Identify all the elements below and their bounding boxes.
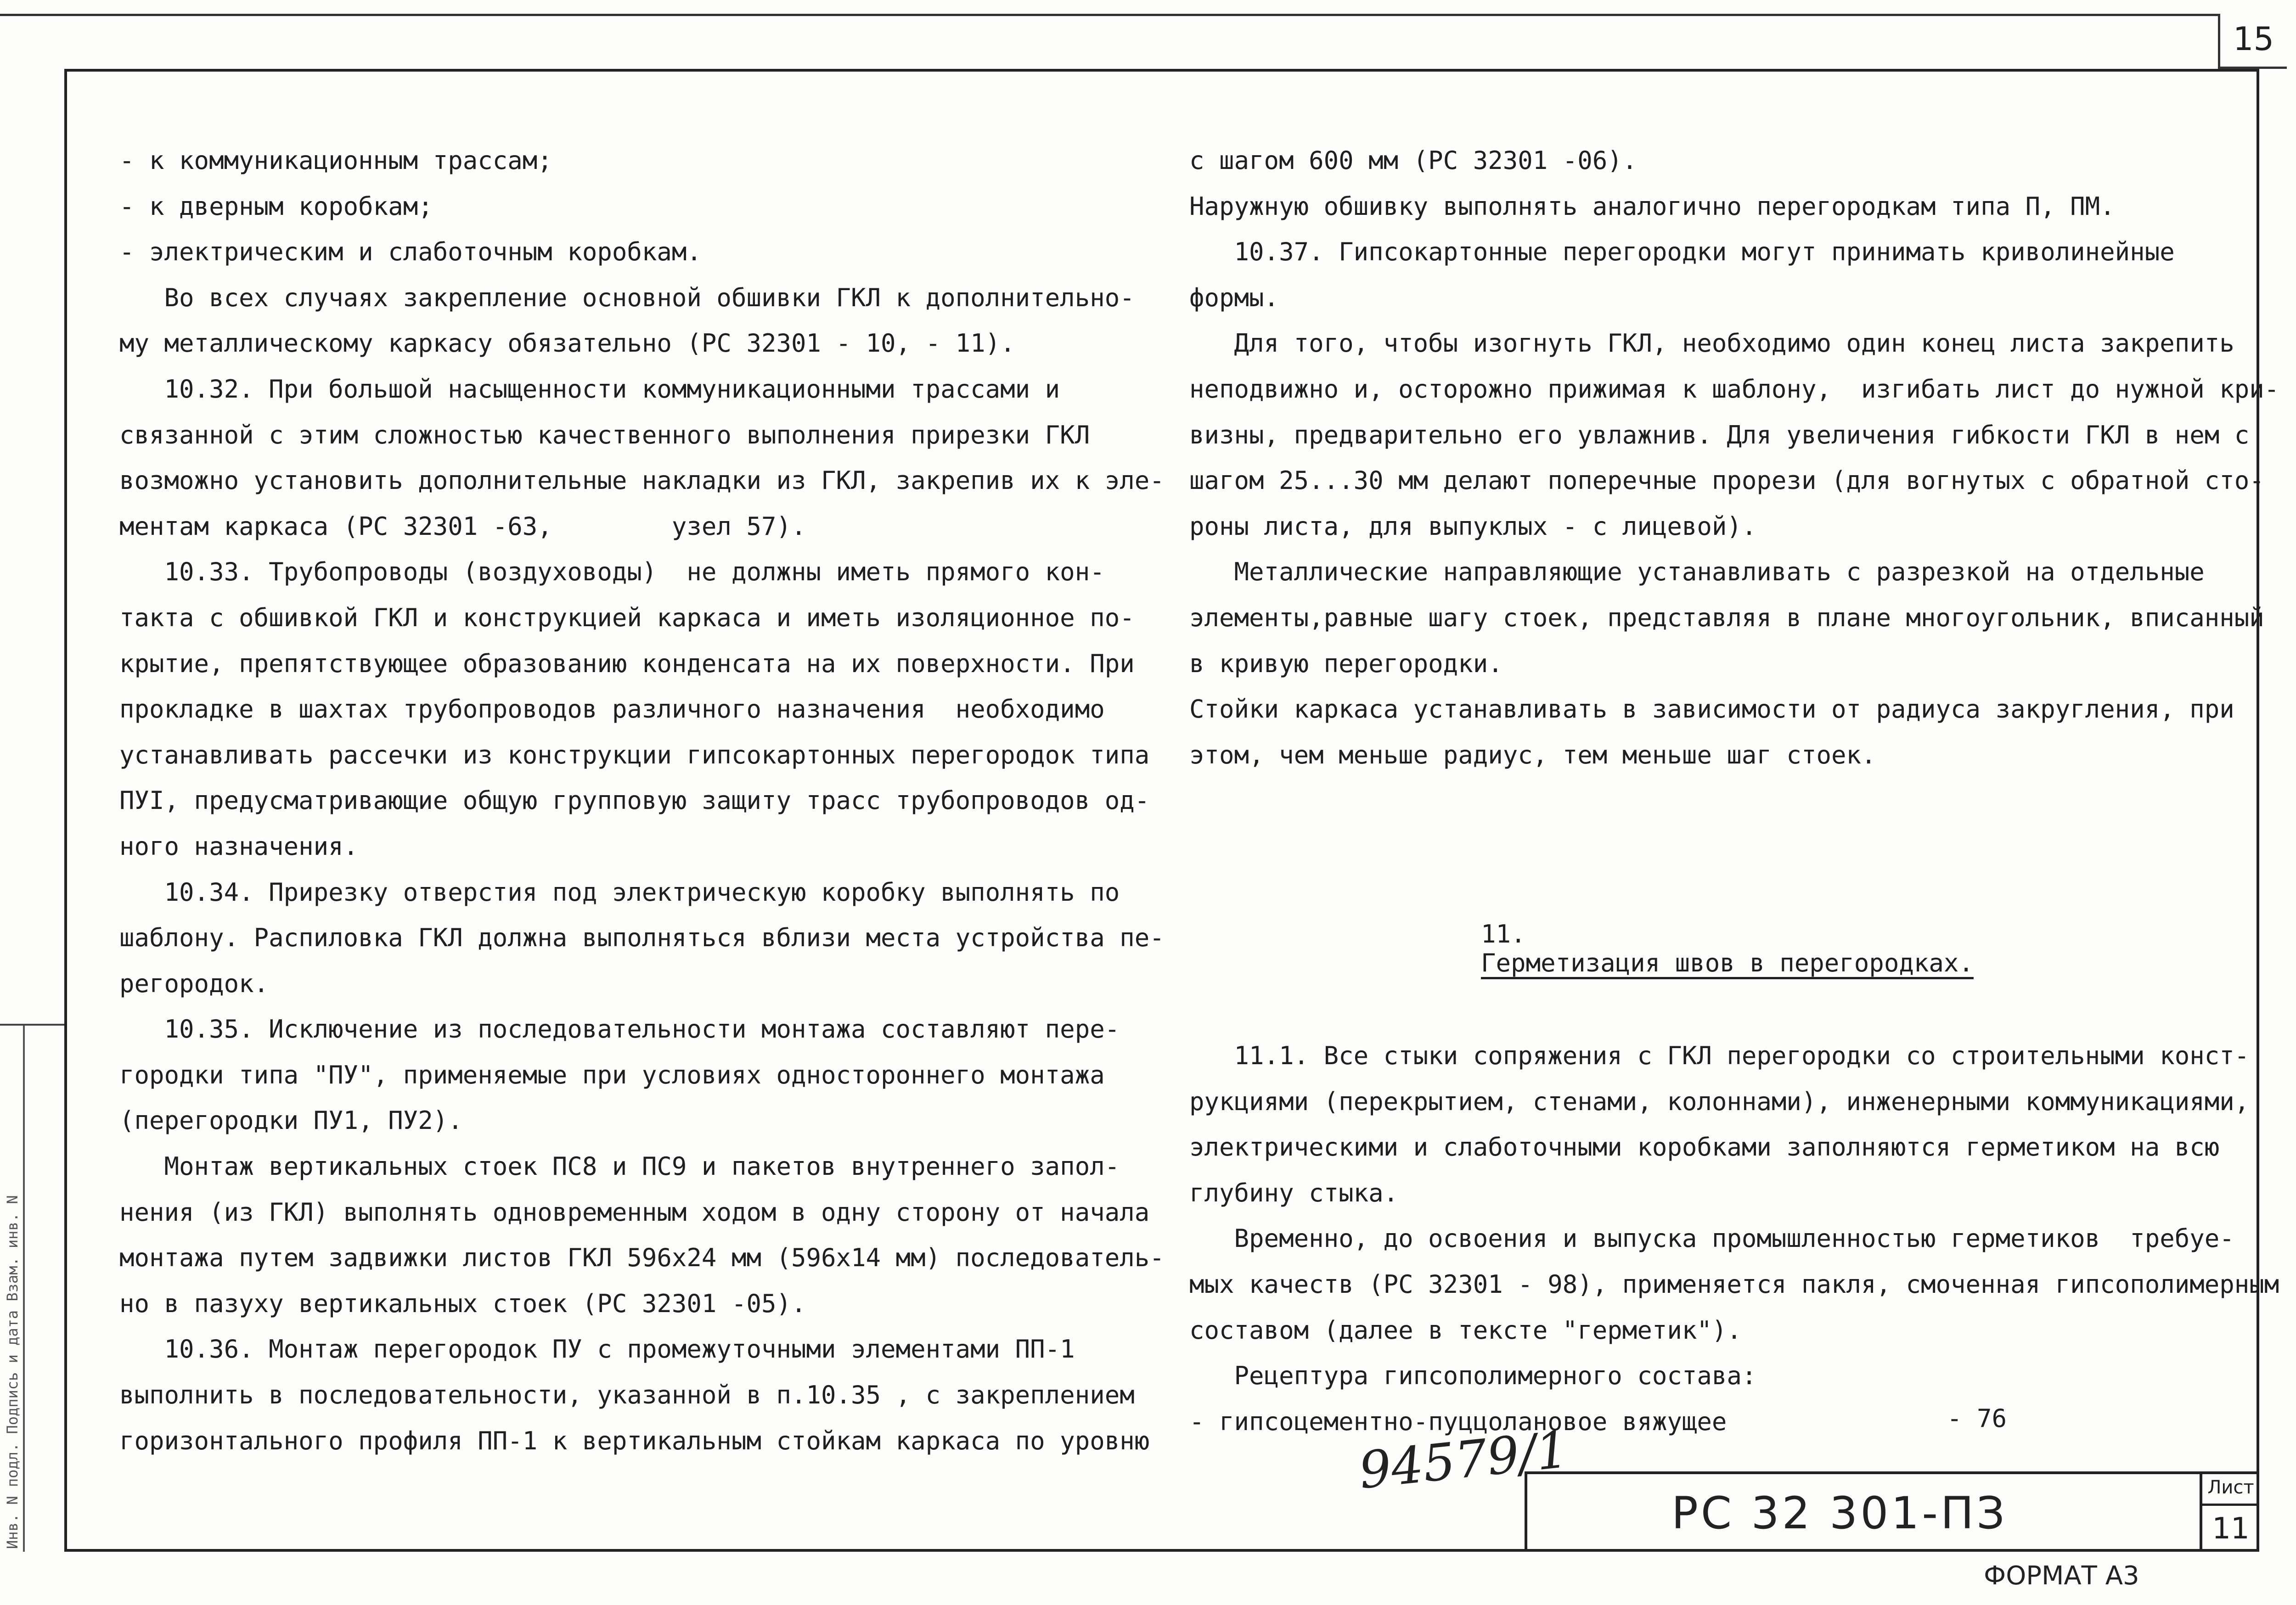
text-line: мых качеств (РС 32301 - 98), применяется пакля, смоченная гипсополимерным	[1189, 1269, 2279, 1299]
text-line: нения (из ГКЛ) выполнять одновременным ходом в одну сторону от начала	[119, 1197, 1150, 1227]
text-line: 10.35. Исключение из последовательности монтажа составляют пере-	[119, 1015, 1120, 1044]
left-signature-strip	[0, 1024, 64, 1552]
text-line: связанной с этим сложностью качественного выполнения прирезки ГКЛ	[119, 420, 1090, 449]
text-line: 10.34. Прирезку отверстия под электрическую коробку выполнять по	[119, 877, 1120, 907]
sheet-cell	[2200, 1471, 2259, 1552]
text-line: - электрическим и слаботочным коробкам.	[119, 237, 702, 267]
document-designation: РС 32 301-ПЗ	[1671, 1487, 2008, 1539]
text-line: Наружную обшивку выполнять аналогично перегородкам типа П, ПМ.	[1189, 191, 2115, 221]
text-line: 10.33. Трубопроводы (воздуховоды) не должны иметь прямого кон-	[119, 557, 1105, 587]
page-corner-number: 15	[2218, 14, 2287, 69]
text-line: 10.37. Гипсокартонные перегородки могут принимать криволинейные	[1189, 237, 2175, 267]
text-line: электрическими и слаботочными коробками заполняются герметиком на всю	[1189, 1133, 2220, 1162]
text-line: в кривую перегородки.	[1189, 649, 1503, 678]
text-line: рукциями (перекрытием, стенами, колоннами), инженерными коммуникациями,	[1189, 1087, 2250, 1116]
text-line: устанавливать рассечки из конструкции гипсокартонных перегородок типа	[119, 740, 1150, 769]
text-line: крытие, препятствующее образованию конденсата на их поверхности. При	[119, 649, 1135, 678]
strip-label: Инв. N подл. Подпись и дата Взам. инв. N	[4, 1195, 21, 1549]
strip-column	[23, 1026, 66, 1552]
text-line: Стойки каркаса устанавливать в зависимости от радиуса закругления, при	[1189, 695, 2234, 724]
text-line: (перегородки ПУ1, ПУ2).	[119, 1106, 463, 1135]
recipe-value: - 76	[1947, 1404, 2007, 1433]
inventory-number: 94579/1	[1356, 1420, 1571, 1500]
text-line: элементы,равные шагу стоек, представляя в плане многоугольник, вписанный	[1189, 603, 2264, 632]
text-line: Во всех случаях закрепление основной обшивки ГКЛ к дополнительно-	[119, 283, 1135, 312]
format-label: ФОРМАТ А3	[1984, 1561, 2139, 1591]
text-line: этом, чем меньше радиус, тем меньше шаг стоек.	[1189, 740, 1876, 769]
text-line: Рецептура гипсополимерного состава:	[1189, 1361, 1757, 1391]
section-heading	[1451, 891, 1974, 977]
text-line: но в пазуху вертикальных стоек (РС 32301 -05).	[119, 1289, 806, 1318]
text-line: 10.36. Монтаж перегородок ПУ с промежуточными элементами ПП-1	[119, 1335, 1075, 1364]
text-line: глубину стыка.	[1189, 1178, 1399, 1207]
text-line: - гипсоцементно-пуццолановое вяжущее	[1189, 1407, 1727, 1436]
text-line: выполнить в последовательности, указанной в п.10.35 , с закреплением	[119, 1381, 1135, 1410]
text-line: визны, предварительно его увлажнив. Для увеличения гибкости ГКЛ в нем с	[1189, 420, 2250, 449]
text-line: шагом 25...30 мм делают поперечные прорези (для вогнутых с обратной сто-	[1189, 466, 2264, 495]
text-line: Металлические направляющие устанавливать с разрезкой на отдельные	[1189, 557, 2205, 587]
right-text-column-bottom	[1189, 1033, 2279, 1444]
sheet-label: Лист	[2202, 1471, 2259, 1506]
text-line: роны листа, для выпуклых - с лицевой).	[1189, 511, 1757, 541]
text-line: Монтаж вертикальных стоек ПС8 и ПС9 и пакетов внутреннего запол-	[119, 1152, 1120, 1181]
right-text-column-top	[1189, 138, 2279, 778]
text-line: ментам каркаса (РС 32301 -63, узел 57).	[119, 511, 806, 541]
text-line: составом (далее в тексте "герметик").	[1189, 1315, 1742, 1345]
text-line: формы.	[1189, 283, 1279, 312]
top-border-line	[0, 14, 2218, 16]
text-line: горизонтального профиля ПП-1 к вертикальным стойкам каркаса по уровню	[119, 1426, 1150, 1455]
text-line: регородок.	[119, 969, 269, 998]
section-title: Герметизация швов в перегородках.	[1481, 948, 1974, 977]
text-line: - к коммуникационным трассам;	[119, 146, 552, 175]
text-line: ПУI, предусматривающие общую групповую защиту трасс трубопроводов од-	[119, 786, 1150, 815]
text-line: - к дверным коробкам;	[119, 191, 433, 221]
text-line: Временно, до освоения и выпуска промышленностью герметиков требуе-	[1189, 1224, 2234, 1253]
text-line: ного назначения.	[119, 831, 359, 861]
section-number: 11.	[1481, 920, 1526, 948]
text-line: прокладке в шахтах трубопроводов различного назначения необходимо	[119, 695, 1105, 724]
left-text-column	[119, 138, 1165, 1464]
text-line: монтажа путем задвижки листов ГКЛ 596х24 мм (596х14 мм) последователь-	[119, 1243, 1165, 1273]
sheet-number: 11	[2212, 1512, 2250, 1546]
text-line: шаблону. Распиловка ГКЛ должна выполняться вблизи места устройства пе-	[119, 923, 1165, 953]
text-line: му металлическому каркасу обязательно (РС 32301 - 10, - 11).	[119, 329, 1015, 358]
text-line: 11.1. Все стыки сопряжения с ГКЛ перегородки со строительными конст-	[1189, 1041, 2250, 1070]
text-line: неподвижно и, осторожно прижимая к шаблону, изгибать лист до нужной кри-	[1189, 374, 2279, 404]
text-line: Для того, чтобы изогнуть ГКЛ, необходимо один конец листа закрепить	[1189, 329, 2234, 358]
text-line: 10.32. При большой насыщенности коммуникационными трассами и	[119, 374, 1060, 404]
text-line: возможно установить дополнительные накладки из ГКЛ, закрепив их к эле-	[119, 466, 1165, 495]
text-line: городки типа "ПУ", применяемые при условиях одностороннего монтажа	[119, 1060, 1105, 1089]
text-line: такта с обшивкой ГКЛ и конструкцией каркаса и иметь изоляционное по-	[119, 603, 1135, 632]
text-line: с шагом 600 мм (РС 32301 -06).	[1189, 146, 1638, 175]
